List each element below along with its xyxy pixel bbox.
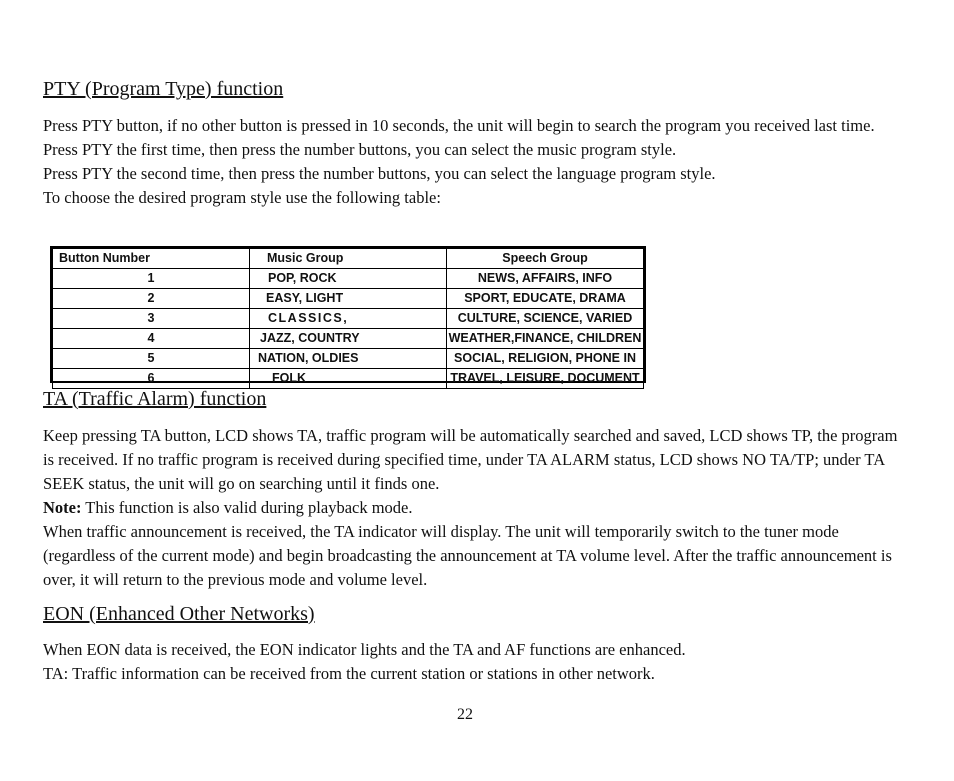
cell-speech-group: WEATHER,FINANCE, CHILDREN xyxy=(447,329,644,349)
pty-paragraph-3: Press PTY the second time, then press the number buttons, you can select the language program style. xyxy=(43,164,716,183)
ta-heading: TA (Traffic Alarm) function xyxy=(43,388,267,410)
cell-speech-group: CULTURE, SCIENCE, VARIED xyxy=(447,309,644,329)
pty-paragraph-2: Press PTY the first time, then press the number buttons, you can select the music program style. xyxy=(43,140,677,159)
table-header-row xyxy=(53,249,644,269)
cell-button-number: 6 xyxy=(53,369,250,389)
pty-description xyxy=(43,114,903,210)
cell-music-group: CLASSICS, xyxy=(250,309,447,329)
cell-music-group: EASY, LIGHT xyxy=(250,289,447,309)
pty-paragraph-1: Press PTY button, if no other button is pressed in 10 seconds, the unit will begin to search the program you received last time. xyxy=(43,116,875,135)
eon-paragraph-1: When EON data is received, the EON indicator lights and the TA and AF functions are enhanced. xyxy=(43,640,686,659)
ta-description xyxy=(43,424,903,592)
cell-music-group: JAZZ, COUNTRY xyxy=(250,329,447,349)
cell-speech-group: TRAVEL, LEISURE, DOCUMENT xyxy=(447,369,644,389)
ta-paragraph-2: When traffic announcement is received, the TA indicator will display. The unit will temporarily switch to the tuner mode (regardless of the current mode) and begin broadcasting the announcement at TA volume level. After the traffic announcement is over, it will return to the previous mode and volume level. xyxy=(43,522,892,589)
note-label: Note: xyxy=(43,498,82,517)
page-number: 22 xyxy=(457,706,473,723)
table-row xyxy=(53,349,644,369)
cell-speech-group: NEWS, AFFAIRS, INFO xyxy=(447,269,644,289)
cell-music-group: POP, ROCK xyxy=(250,269,447,289)
cell-button-number: 4 xyxy=(53,329,250,349)
cell-music-group: FOLK xyxy=(250,369,447,389)
header-speech-group: Speech Group xyxy=(447,249,644,269)
cell-button-number: 5 xyxy=(53,349,250,369)
table-row xyxy=(53,329,644,349)
eon-heading: EON (Enhanced Other Networks) xyxy=(43,603,315,625)
pty-paragraph-4: To choose the desired program style use the following table: xyxy=(43,188,441,207)
table-row xyxy=(53,289,644,309)
table-row xyxy=(53,369,644,389)
cell-button-number: 2 xyxy=(53,289,250,309)
cell-button-number: 3 xyxy=(53,309,250,329)
ta-paragraph-1: Keep pressing TA button, LCD shows TA, traffic program will be automatically searched and saved, LCD shows TP, the program is received. If no traffic program is received during specified time, under TA ALARM status, LCD shows NO TA/TP; under TA SEEK status, the unit will go on searching until it finds one. xyxy=(43,426,898,493)
eon-description xyxy=(43,638,903,686)
header-button-number: Button Number xyxy=(53,249,250,269)
header-music-group: Music Group xyxy=(250,249,447,269)
cell-button-number: 1 xyxy=(53,269,250,289)
table-row xyxy=(53,269,644,289)
cell-speech-group: SPORT, EDUCATE, DRAMA xyxy=(447,289,644,309)
pty-heading: PTY (Program Type) function xyxy=(43,78,284,100)
note-text: This function is also valid during playback mode. xyxy=(81,498,413,517)
program-type-table xyxy=(50,246,646,383)
cell-music-group: NATION, OLDIES xyxy=(250,349,447,369)
table-row xyxy=(53,309,644,329)
eon-paragraph-2: TA: Traffic information can be received from the current station or stations in other network. xyxy=(43,664,655,683)
ta-note xyxy=(43,496,903,520)
cell-speech-group: SOCIAL, RELIGION, PHONE IN xyxy=(447,349,644,369)
